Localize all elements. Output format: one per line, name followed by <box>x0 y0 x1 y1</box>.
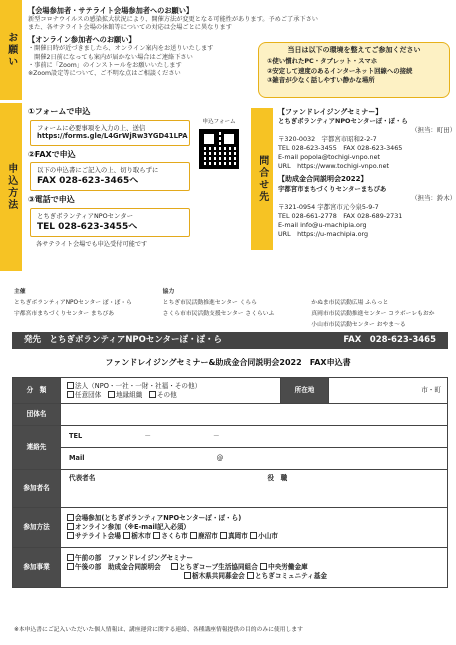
contact1-tel: TEL 028-623-3455 FAX 028-623-3465 <box>278 144 403 153</box>
tel-apply-label: とちぎボランティアNPOセンター <box>37 211 133 220</box>
option-label: 鹿沼市 <box>198 531 218 540</box>
tel-apply-box <box>30 208 190 237</box>
online-notice-line: ※Zoom設定等について、ご不明な点はご相談ください <box>28 70 181 78</box>
option-label: とちぎコープ生活協同組合 <box>179 563 258 572</box>
checkbox[interactable] <box>67 532 74 539</box>
organizers <box>14 287 450 331</box>
checkbox[interactable] <box>67 523 74 530</box>
checkbox[interactable] <box>67 391 74 398</box>
checkbox[interactable] <box>260 563 267 570</box>
destination-fax: FAX 028-623-3465 <box>343 334 436 345</box>
contact2-email[interactable]: E-mail info@u-machipia.org <box>278 220 367 229</box>
contact1-org: とちぎボランティアNPOセンターぽ・ぽ・ら <box>278 117 408 126</box>
callout-heading: 当日は以下の環境を整えてご参加ください <box>287 46 421 54</box>
organizer-name: 宇都宮市まちづくりセンター まちぴあ <box>14 311 115 317</box>
checkbox[interactable] <box>153 532 160 539</box>
checkbox[interactable] <box>190 532 197 539</box>
destination-label: 発先 とちぎボランティアNPOセンターぽ・ぽ・ら <box>24 334 223 345</box>
checkbox[interactable] <box>171 563 178 570</box>
qr-code-icon[interactable] <box>199 129 239 169</box>
dash: － <box>213 432 220 441</box>
apply-sidebar <box>0 103 22 271</box>
checkbox[interactable] <box>184 572 191 579</box>
contact2-tel: TEL 028-661-2778 FAX 028-689-2731 <box>278 211 403 220</box>
contact-label: 連絡先 <box>13 426 61 470</box>
option-label: さくら市 <box>161 531 188 540</box>
checkbox[interactable] <box>67 554 74 561</box>
option-label: オンライン参加（※E-mail記入必須） <box>75 523 191 532</box>
tel-apply-heading: ③電話で申込 <box>28 195 75 205</box>
at-sign: @ <box>216 454 224 463</box>
checkbox[interactable] <box>67 563 74 570</box>
organizer-name: 小山市市民活動センター おやま～る <box>311 322 406 328</box>
participant-label: 参加者名 <box>13 470 61 508</box>
qr-label: 申込フォーム <box>202 119 236 125</box>
option-label: 栃木県共同募金会 <box>192 571 245 580</box>
fax-apply-label: 以下の申込書にご記入の上、切り取らずに <box>37 166 159 175</box>
option-label: サテライト会場 <box>75 531 121 540</box>
qr-block <box>196 119 242 175</box>
contact1-address: 〒320-0032 宇都宮市昭和2-2-7 <box>278 135 377 144</box>
venue-notice-line: 新型コロナウイルスの感染拡大状況により、開催方法が変更となる可能性があります。予めご了承下さい <box>28 15 318 23</box>
method-options <box>61 508 448 548</box>
organizer-name: かぬま市民活動広場 ふらっと <box>311 300 389 306</box>
program-options <box>61 548 448 588</box>
contact-sidebar-label: 問合せ先 <box>256 155 268 203</box>
option-label: 中央労働金庫 <box>268 563 308 572</box>
program-label: 参加事業 <box>13 548 61 588</box>
organizer-name: 真岡市市民活動推進センター コラボーレもおか <box>311 311 435 317</box>
host-heading: 主催 <box>14 289 26 295</box>
checkbox[interactable] <box>67 382 74 389</box>
contact2-org: 宇都宮市まちづくりセンターまちぴあ <box>278 184 387 193</box>
online-notice-heading: 【オンライン参加者へのお願い】 <box>28 35 136 45</box>
form-apply-label: フォームに必要事項を入力の上、送信 <box>37 123 146 132</box>
fax-application-form <box>12 377 448 588</box>
checkbox[interactable] <box>123 532 130 539</box>
online-notice-line: ・開催日時が近づきましたら、オンライン案内をお送りいたします <box>28 45 214 53</box>
notice-sidebar <box>0 0 22 100</box>
rep-label: 代表者名 <box>69 474 96 482</box>
checkbox[interactable] <box>67 514 74 521</box>
checkbox[interactable] <box>149 391 156 398</box>
contact1-email[interactable]: E-mail popola@tochigi-vnpo.net <box>278 153 381 162</box>
method-label: 参加方法 <box>13 508 61 548</box>
form-title: ファンドレイジングセミナー&助成金合同説明会2022 FAX申込書 <box>105 358 351 367</box>
contact-sidebar <box>251 108 273 250</box>
form-apply-heading: ①フォームで申込 <box>28 107 91 116</box>
contact1-person: （担当：町田） <box>411 126 456 135</box>
contact2-address: 〒321-0954 宇都宮市元今泉5-9-7 <box>278 202 379 211</box>
option-label: 法人（NPO・一社・一財・社福・その他） <box>75 381 202 390</box>
checkbox[interactable] <box>247 572 254 579</box>
option-label: とちぎコミュニティ基金 <box>255 571 327 580</box>
class-options <box>61 378 281 404</box>
organizer-name: さくら市市民活動支援センター さくらいふ <box>162 311 275 317</box>
city-suffix: 市・町 <box>421 386 441 395</box>
checkbox[interactable] <box>250 532 257 539</box>
role-label: 役 職 <box>267 474 288 482</box>
contact2-heading: 【助成金合同説明会2022】 <box>278 175 368 184</box>
option-label: 栃木市 <box>131 531 152 540</box>
organizer-name: とちぎボランティアNPOセンター ぽ・ぽ・ら <box>14 300 132 306</box>
option-label: 午後の部 助成金合同説明会 <box>75 563 161 572</box>
apply-sidebar-label: 申込方法 <box>5 163 17 211</box>
dash: － <box>144 432 151 441</box>
notice-sidebar-label: お願い <box>5 32 17 68</box>
option-label: 真岡市 <box>228 531 248 540</box>
contact-section <box>278 108 456 239</box>
fax-apply-heading: ②FAXで申込 <box>28 149 76 159</box>
fax-apply-box <box>30 162 190 191</box>
privacy-footnote: ※本申込書にご記入いただいた個人情報は、講座運営に関する連絡、各種講座情報提供の目的のみに使用します <box>14 627 303 633</box>
org-label: 団体名 <box>13 404 61 426</box>
callout-item: ①使い慣れたPC・タブレット・スマホ <box>267 57 378 66</box>
option-label: 任意団体 <box>75 390 102 399</box>
option-label: 午前の部 ファンドレイジングセミナー <box>75 554 193 563</box>
contact2-person: （担当：鈴木） <box>411 193 456 202</box>
callout-item: ②安定して速度のあるインターネット回線への接続 <box>267 66 413 75</box>
venue-notice-line: また、各サテライト会場の休館等についての対応は会場ごとに異なります <box>28 24 232 32</box>
venue-notice-heading: 【会場参加者・サテライト会場参加者へのお願い】 <box>28 6 194 15</box>
org-field[interactable] <box>61 404 448 426</box>
satellite-note: 各サテライト会場でも申込受付可能です <box>36 240 148 248</box>
form-apply-box <box>30 120 190 146</box>
form-url-link[interactable]: https://forms.gle/L4GrWjRw3YGD41LPA <box>37 132 188 141</box>
organizer-name: とちぎ市民活動推進センター くらら <box>162 300 258 306</box>
fax-destination-bar <box>12 332 448 349</box>
fax-apply-number: FAX 028-623-3465へ <box>37 176 139 187</box>
option-label: 小山市 <box>258 531 278 540</box>
location-field[interactable] <box>329 378 448 404</box>
apply-methods <box>28 105 246 271</box>
option-label: 地縁組織 <box>115 390 143 399</box>
online-notice-line: ・事前に「Zoom」のインストールをお願いいたします <box>28 61 182 69</box>
option-label: 会場参加(とちぎボランティアNPOセンターぽ・ぽ・ら) <box>75 514 242 523</box>
mail-field[interactable] <box>61 448 448 470</box>
tel-field[interactable] <box>61 426 448 448</box>
checkbox[interactable] <box>108 391 115 398</box>
contact1-heading: 【ファンドレイジングセミナー】 <box>278 108 383 116</box>
location-label: 所在地 <box>281 378 329 404</box>
checkbox[interactable] <box>220 532 227 539</box>
participant-field[interactable] <box>61 470 448 508</box>
online-notice-line: 開催2日前になっても案内が届かない場合はご連絡下さい <box>28 53 193 61</box>
class-label: 分 類 <box>13 378 61 404</box>
contact2-url[interactable]: URL https://u-machipia.org <box>278 229 369 238</box>
tel-apply-number: TEL 028-623-3455へ <box>37 221 138 232</box>
mail-field-label: Mail <box>69 454 85 463</box>
callout-item: ③雑音が少なく話しやすい静かな場所 <box>267 76 375 84</box>
option-label: その他 <box>156 390 177 399</box>
tel-field-label: TEL <box>69 432 83 441</box>
environment-callout <box>258 42 450 98</box>
contact1-url[interactable]: URL https://www.tochigi-vnpo.net <box>278 162 390 171</box>
coop-heading: 協力 <box>162 289 175 295</box>
